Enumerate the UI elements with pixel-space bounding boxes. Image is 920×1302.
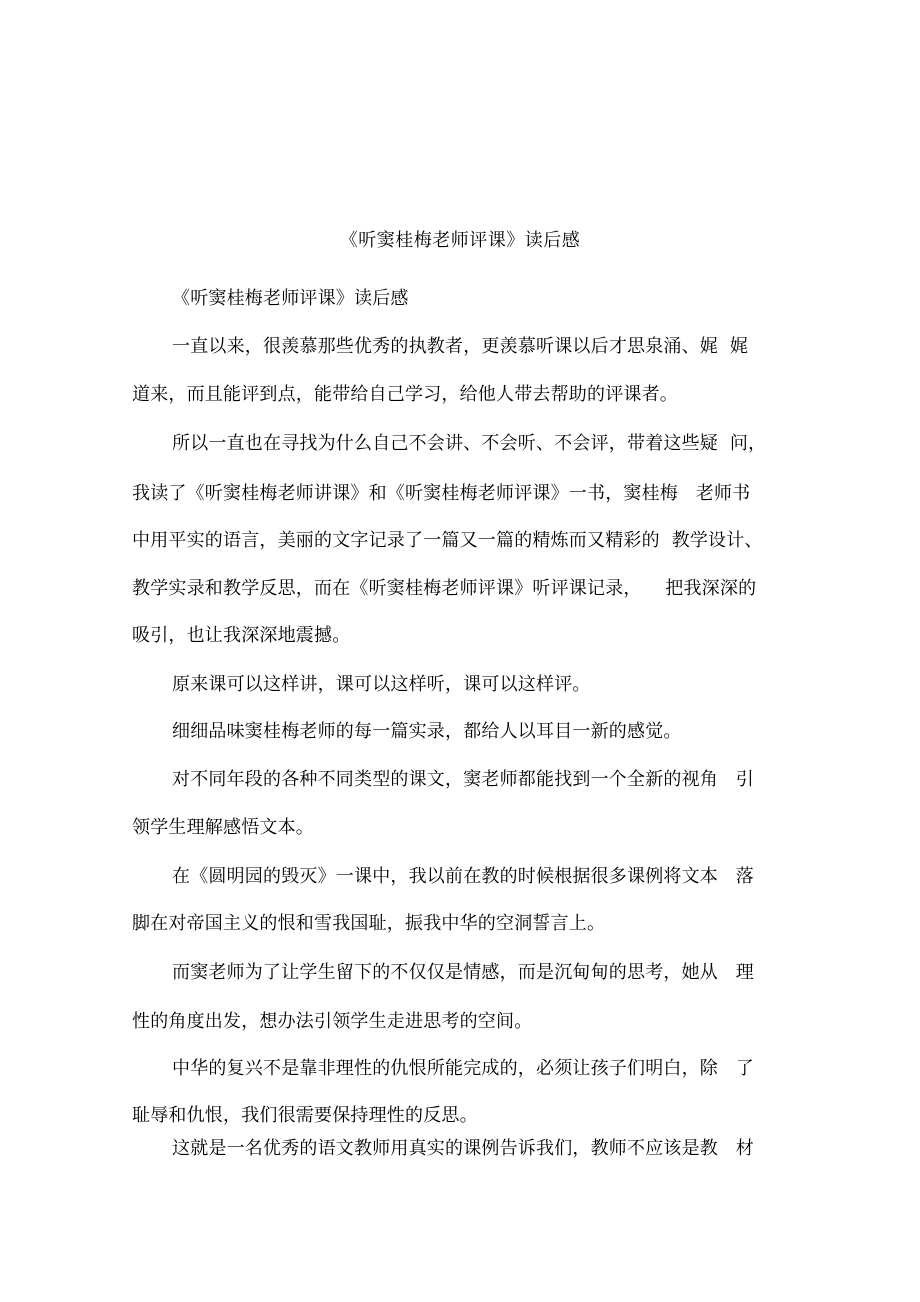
- paragraph-line: 对不同年段的各种不同类型的课文，窦老师都能找到一个全新的视角 引: [172, 769, 754, 790]
- paragraph-line: 所以一直也在寻找为什么自己不会讲、不会听、不会评，带着这些疑 问，: [172, 433, 767, 454]
- paragraph-line: 我读了《听窦桂梅老师讲课》和《听窦桂梅老师评课》一书，窦桂梅 老师书: [132, 483, 751, 504]
- paragraph-line: 原来课可以这样讲，课可以这样听，课可以这样评。: [172, 674, 591, 695]
- paragraph-line: 教学实录和教学反思，而在《听窦桂梅老师评课》听评课记录， 把我深深的: [132, 578, 757, 599]
- paragraph-line: 一直以来，很羡慕那些优秀的执教者，更羡慕听课以后才思泉涌、娓 娓: [172, 336, 749, 357]
- paragraph-line: 性的角度出发，想办法引领学生走进思考的空间。: [132, 1011, 533, 1032]
- paragraph-line: 细细品味窦桂梅老师的每一篇实录，都给人以耳目一新的感觉。: [172, 721, 682, 742]
- paragraph-line: 中华的复兴不是靠非理性的仇恨所能完成的，必须让孩子们明白，除 了: [172, 1058, 754, 1079]
- paragraph-line: 领学生理解感悟文本。: [132, 817, 314, 838]
- paragraph-line: 吸引，也让我深深地震撼。: [132, 625, 351, 646]
- document-title: 《听窦桂梅老师评课》读后感: [339, 230, 581, 251]
- paragraph-line: 在《圆明园的毁灭》一课中，我以前在教的时候根据很多课例将文本 落: [172, 866, 754, 887]
- paragraph-line: 中用平实的语言，美丽的文字记录了一篇又一篇的精炼而又精彩的 教学设计、: [132, 530, 763, 551]
- paragraph-line: 耻辱和仇恨，我们很需要保持理性的反思。: [132, 1105, 478, 1126]
- paragraph-line: 这就是一名优秀的语文教师用真实的课例告诉我们，教师不应该是教 材: [172, 1138, 754, 1159]
- paragraph-line: 道来，而且能评到点，能带给自己学习，给他人带去帮助的评课者。: [132, 384, 678, 405]
- paragraph-line: 《听窦桂梅老师评课》读后感: [172, 288, 409, 309]
- paragraph-line: 而窦老师为了让学生留下的不仅仅是情感，而是沉甸甸的思考，她从 理: [172, 962, 754, 983]
- paragraph-line: 脚在对帝国主义的恨和雪我国耻，振我中华的空洞誓言上。: [132, 913, 606, 934]
